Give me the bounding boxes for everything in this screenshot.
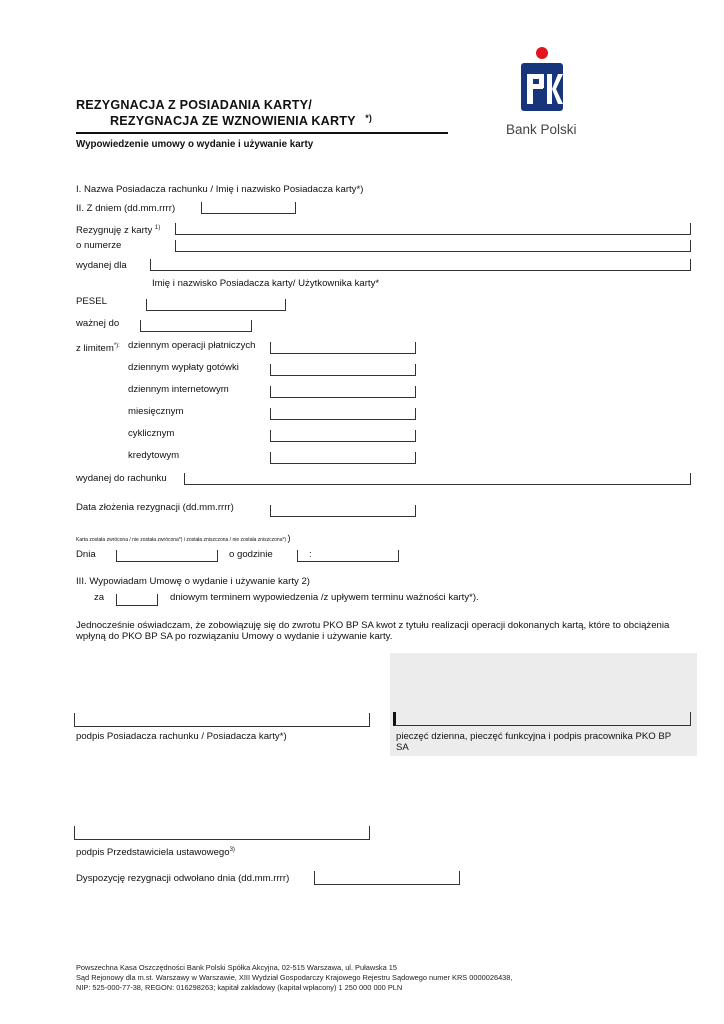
footer-line-1: Powszechna Kasa Oszczędności Bank Polski Spółka Akcyjna, 02-515 Warszawa, ul. Puławska 15 bbox=[76, 963, 397, 972]
card-number-label: o numerze bbox=[76, 240, 122, 251]
pko-logo-icon bbox=[510, 46, 590, 116]
hour-label: o godzinie bbox=[229, 549, 273, 560]
date-from-label: II. Z dniem (dd.mm.rrrr) bbox=[76, 203, 176, 214]
issued-for-label: wydanej dla bbox=[76, 260, 127, 271]
card-type-field[interactable] bbox=[175, 223, 691, 235]
stamp-label-line-2: SA bbox=[396, 742, 409, 753]
notice-za-label: za bbox=[94, 592, 105, 603]
account-field[interactable] bbox=[184, 473, 691, 485]
card-returned-text: Karta została zwrócona / nie została zwrócona*) i została zniszczona / nie została zniszczona*) bbox=[76, 537, 287, 543]
stamp-label-line-1: pieczęć dzienna, pieczęć funkcyjna i podpis pracownika PKO BP bbox=[396, 731, 672, 742]
section-3-heading: III. Wypowiadam Umowę o wydanie i używanie karty 2) bbox=[76, 576, 310, 587]
account-label: wydanej do rachunku bbox=[76, 473, 167, 484]
valid-until-field[interactable] bbox=[140, 320, 252, 332]
hour-field[interactable] bbox=[297, 550, 399, 562]
date-from-field[interactable] bbox=[201, 202, 296, 214]
title-line-2-text: REZYGNACJA ZE WZNOWIENIA KARTY bbox=[110, 114, 356, 128]
filing-date-field[interactable] bbox=[270, 505, 416, 517]
brand-name: Bank Polski bbox=[506, 122, 577, 137]
limit-item-label: miesięcznym bbox=[128, 406, 184, 417]
declaration-line-2: wpłyną do PKO BP SA po rozwiązaniu Umowy o wydanie i używanie karty. bbox=[76, 631, 393, 642]
issued-for-field[interactable] bbox=[150, 259, 691, 271]
limit-label bbox=[76, 340, 120, 355]
holder-signature-label: podpis Posiadacza rachunku / Posiadacza karty*) bbox=[76, 731, 287, 742]
representative-label-text: podpis Przedstawiciela ustawowego bbox=[76, 847, 230, 859]
representative-label-sup: 3) bbox=[229, 847, 235, 853]
limit-item-label: dziennym wypłaty gotówki bbox=[128, 362, 239, 373]
valid-until-label: ważnej do bbox=[76, 318, 120, 329]
filing-date-label: Data złożenia rezygnacji (dd.mm.rrrr) bbox=[76, 502, 234, 513]
limit-field[interactable] bbox=[270, 452, 416, 464]
card-number-field[interactable] bbox=[175, 240, 691, 252]
representative-signature-field[interactable] bbox=[74, 826, 370, 840]
declaration-line-1: Jednocześnie oświadczam, że zobowiązuję się do zwrotu PKO BP SA kwot z tytułu realizacji operacji dokonanych kartą, które to obciążenia bbox=[76, 620, 670, 631]
footer-line-2: Sąd Rejonowy dla m.st. Warszawy w Warszawie, XIII Wydział Gospodarczy Krajowego Rejestru Sądowego numer KRS 0000026438, bbox=[76, 973, 513, 982]
page-subtitle: Wypowiedzenie umowy o wydanie i używanie karty bbox=[76, 139, 314, 150]
card-returned-note bbox=[76, 533, 291, 543]
limit-field[interactable] bbox=[270, 430, 416, 442]
hour-separator: : bbox=[309, 549, 312, 560]
card-returned-mark: ) bbox=[287, 533, 291, 543]
revoked-date-label: Dyspozycję rezygnacji odwołano dnia (dd.mm.rrrr) bbox=[76, 873, 290, 884]
title-underline bbox=[76, 132, 448, 134]
resign-card-text: Rezygnuję z karty bbox=[76, 225, 153, 237]
limit-label-sup: *): bbox=[113, 343, 120, 349]
day-label: Dnia bbox=[76, 549, 96, 560]
notice-days-field[interactable] bbox=[116, 594, 158, 606]
pesel-field[interactable] bbox=[146, 299, 286, 311]
footer-line-3: NIP: 525-000-77-38, REGON: 016298263; kapitał zakładowy (kapitał wpłacony) 1 250 000 000 PLN bbox=[76, 983, 403, 992]
limit-field[interactable] bbox=[270, 386, 416, 398]
limit-field[interactable] bbox=[270, 364, 416, 376]
day-field[interactable] bbox=[116, 550, 218, 562]
pko-logo bbox=[506, 46, 590, 141]
limit-field[interactable] bbox=[270, 342, 416, 354]
limit-field[interactable] bbox=[270, 408, 416, 420]
section-1-heading: I. Nazwa Posiadacza rachunku / Imię i nazwisko Posiadacza karty*) bbox=[76, 184, 364, 195]
limit-label-text: z limitem bbox=[76, 343, 114, 355]
title-line-2 bbox=[110, 113, 372, 128]
cardholder-name-caption: Imię i nazwisko Posiadacza karty/ Użytkownika karty* bbox=[152, 278, 380, 289]
revoked-date-field[interactable] bbox=[314, 871, 460, 885]
pesel-label: PESEL bbox=[76, 296, 107, 307]
title-line-1: REZYGNACJA Z POSIADANIA KARTY/ bbox=[76, 98, 312, 112]
limit-item-label: dziennym internetowym bbox=[128, 384, 229, 395]
resign-card-label bbox=[76, 222, 160, 237]
employee-signature-field[interactable] bbox=[393, 712, 691, 726]
title-mark: *) bbox=[365, 113, 373, 123]
limit-item-label: dziennym operacji płatniczych bbox=[128, 340, 256, 351]
representative-signature-label bbox=[76, 844, 235, 859]
notice-text: dniowym terminem wypowiedzenia /z upływem terminu ważności karty*). bbox=[170, 592, 479, 603]
limit-item-label: cyklicznym bbox=[128, 428, 175, 439]
limit-item-label: kredytowym bbox=[128, 450, 180, 461]
resign-card-sup: 1) bbox=[154, 225, 161, 231]
holder-signature-field[interactable] bbox=[74, 713, 370, 727]
